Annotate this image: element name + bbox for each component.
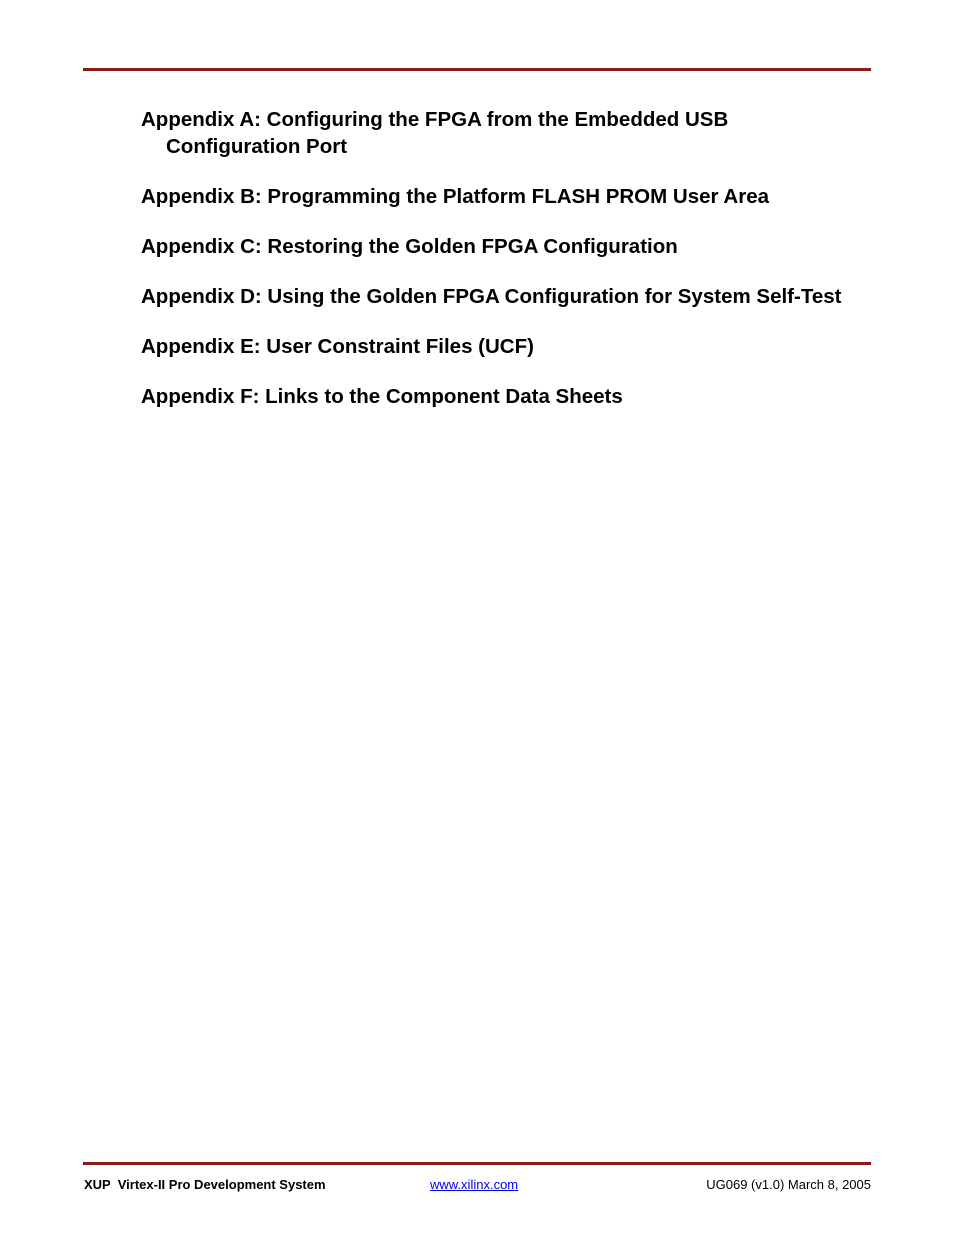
header-rule xyxy=(83,68,871,71)
footer-rule xyxy=(83,1162,871,1165)
toc-entry-appendix-e[interactable]: Appendix E: User Constraint Files (UCF) xyxy=(141,335,534,358)
page-footer xyxy=(84,1176,871,1194)
toc-entry-appendix-b[interactable]: Appendix B: Programming the Platform FLASH PROM User Area xyxy=(141,185,769,208)
toc-entry-appendix-c[interactable]: Appendix C: Restoring the Golden FPGA Configuration xyxy=(141,235,678,258)
toc-entry-appendix-d[interactable]: Appendix D: Using the Golden FPGA Configuration for System Self-Test xyxy=(141,285,842,308)
footer-document-version: UG069 (v1.0) March 8, 2005 xyxy=(706,1177,871,1192)
footer-document-title: XUP Virtex-II Pro Development System xyxy=(84,1177,326,1192)
appendix-list xyxy=(141,106,853,433)
toc-entry-appendix-f[interactable]: Appendix F: Links to the Component Data Sheets xyxy=(141,385,623,408)
toc-entry-appendix-a[interactable]: Appendix A: Configuring the FPGA from the Embedded USB Configuration Port xyxy=(141,108,729,158)
footer-website-link[interactable]: www.xilinx.com xyxy=(430,1177,519,1192)
